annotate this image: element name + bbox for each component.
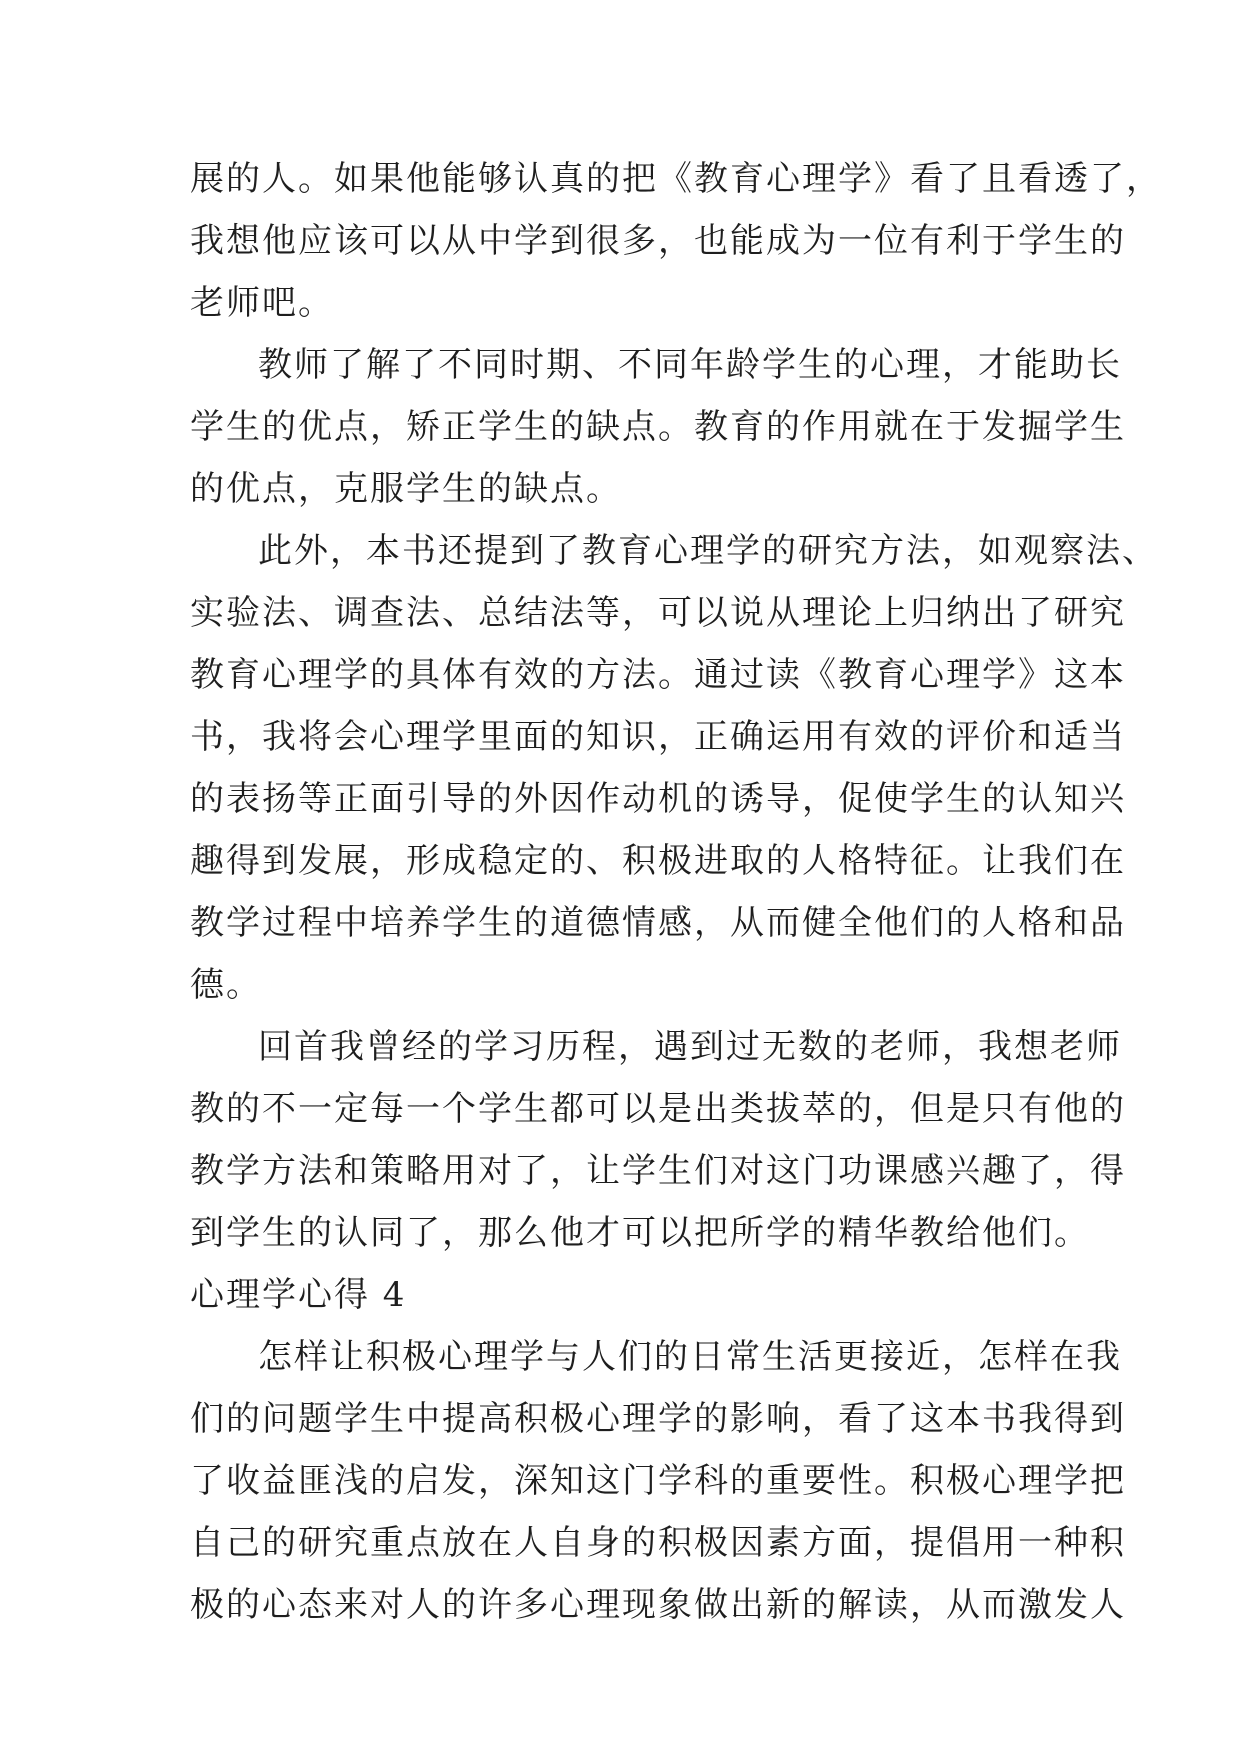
text-line: 教育心理学的具体有效的方法。通过读《教育心理学》这本 <box>190 655 1126 695</box>
text-line: 趣得到发展，形成稳定的、积极进取的人格特征。让我们在 <box>190 841 1126 881</box>
paragraph-3 <box>190 520 1158 1016</box>
section-heading: 心理学心得 4 <box>190 1275 407 1315</box>
text-line: 德。 <box>190 965 262 1005</box>
text-line: 们的问题学生中提高积极心理学的影响，看了这本书我得到 <box>190 1399 1126 1439</box>
text-line: 学生的优点，矫正学生的缺点。教育的作用就在于发掘学生 <box>190 407 1126 447</box>
text-line: 展的人。如果他能够认真的把《教育心理学》看了且看透了， <box>190 159 1162 199</box>
text-line: 极的心态来对人的许多心理现象做出新的解读，从而激发人 <box>190 1585 1126 1625</box>
text-line: 教的不一定每一个学生都可以是出类拔萃的，但是只有他的 <box>190 1089 1126 1129</box>
paragraph-1 <box>190 148 1162 334</box>
text-line: 教师了解了不同时期、不同年龄学生的心理，才能助长 <box>258 345 1122 385</box>
paragraph-2 <box>190 334 1126 520</box>
text-line: 的表扬等正面引导的外因作动机的诱导，促使学生的认知兴 <box>190 779 1126 819</box>
document-body <box>190 148 1162 1636</box>
text-line: 怎样让积极心理学与人们的日常生活更接近，怎样在我 <box>258 1337 1122 1377</box>
text-line: 实验法、调查法、总结法等，可以说从理论上归纳出了研究 <box>190 593 1126 633</box>
text-line: 老师吧。 <box>190 283 334 323</box>
text-line: 自己的研究重点放在人自身的积极因素方面，提倡用一种积 <box>190 1523 1126 1563</box>
paragraph-5 <box>190 1326 1126 1636</box>
text-line: 的优点，克服学生的缺点。 <box>190 469 622 509</box>
paragraph-4 <box>190 1016 1126 1264</box>
text-line: 到学生的认同了，那么他才可以把所学的精华教给他们。 <box>190 1213 1090 1253</box>
text-line: 教学方法和策略用对了，让学生们对这门功课感兴趣了，得 <box>190 1151 1126 1191</box>
text-line: 此外，本书还提到了教育心理学的研究方法，如观察法、 <box>258 531 1158 571</box>
text-line: 回首我曾经的学习历程，遇到过无数的老师，我想老师 <box>258 1027 1122 1067</box>
text-line: 教学过程中培养学生的道德情感，从而健全他们的人格和品 <box>190 903 1126 943</box>
text-line: 了收益匪浅的启发，深知这门学科的重要性。积极心理学把 <box>190 1461 1126 1501</box>
text-line: 书，我将会心理学里面的知识，正确运用有效的评价和适当 <box>190 717 1126 757</box>
text-line: 我想他应该可以从中学到很多，也能成为一位有利于学生的 <box>190 221 1126 261</box>
